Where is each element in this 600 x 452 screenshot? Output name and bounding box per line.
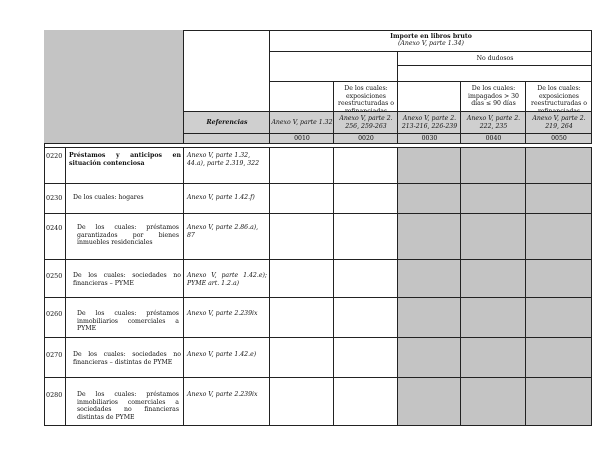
col-0030-ref: Anexo V, parte 2. 213-216, 226-239	[398, 112, 461, 134]
col-0040-ref: Anexo V, parte 2. 222, 235	[461, 112, 526, 134]
importe-title: Importe en libros bruto	[390, 33, 472, 40]
col-0010-desc	[270, 82, 334, 112]
col-0020-desc: De los cuales: exposiciones reestructuradas o	[334, 82, 398, 112]
header-blank-0010-0020	[270, 52, 398, 82]
importe-ref: (Anexo V, parte 1.34)	[398, 40, 464, 47]
col-code-0050: 0050	[526, 134, 592, 144]
no-dudosos-label: No dudosos	[476, 55, 514, 62]
col-0040-desc: De los cuales: impagados > 30 días ≤ 90 días	[461, 82, 526, 112]
referencias-header: Referencias	[184, 112, 270, 134]
col-code-0040: 0040	[461, 134, 526, 144]
no-dudosos-header	[398, 52, 592, 66]
codes-blank	[184, 134, 270, 144]
col-0050-desc: De los cuales: exposiciones reestructuradas o	[526, 82, 592, 112]
col-code-0010: 0010	[270, 134, 334, 144]
header-blank-left	[44, 30, 184, 144]
data-table: Importe en libros bruto (Anexo V, parte 1.34) No dudosos De los cuales: exposiciones reestructuradas o De los cuales: impagados > 30 días ≤ 90 días De los cuales: exposiciones reestructuradas o Referencias Anexo V, parte 1.32 Anexo V, parte 2. 256, 259-263 Anexo V, parte 2. 213-216, 226-239 Anexo V, parte 2. 222, 235 Anexo V, parte 2. 219, 264 0010 0020 0030 0040 0050 0220 Préstamos y anticipos en situación contenciosa Anexo V, parte 1.32, 44.a), parte 2.319, 322 0230 De los cuales: hogares Anexo V, parte 1.42.f) 0240 De los cuales: préstamos garantizados por bienes inmuebles residenciales Anexo V, parte 2.86.a), 87 0250 De los cuales: sociedades no financieras – PYME Anexo V, parte 1.42.e); PYME art. 1.2.a) 0260 De los cuales: préstamos inmobiliarios comerciales a PYME Anexo V, parte 2.239ix 0270 De los cuales: sociedades no financieras – distintas de PYME Anexo V, parte 1.42.e) 0280 De los cuales: préstamos inmobiliarios comerciales a sociedades no financieras distintas de PYME Anexo V, parte 2.239ix	[44, 30, 592, 426]
col-code-0030: 0030	[398, 134, 461, 144]
header-blank-ref	[184, 30, 270, 112]
importe-header	[270, 30, 592, 52]
header-blank-nodudosos	[398, 66, 592, 82]
col-0050-ref: Anexo V, parte 2. 219, 264	[526, 112, 592, 134]
col-0010-ref: Anexo V, parte 1.32	[270, 112, 334, 134]
col-0020-ref: Anexo V, parte 2. 256, 259-263	[334, 112, 398, 134]
col-code-0020: 0020	[334, 134, 398, 144]
col-0030-desc	[398, 82, 461, 112]
